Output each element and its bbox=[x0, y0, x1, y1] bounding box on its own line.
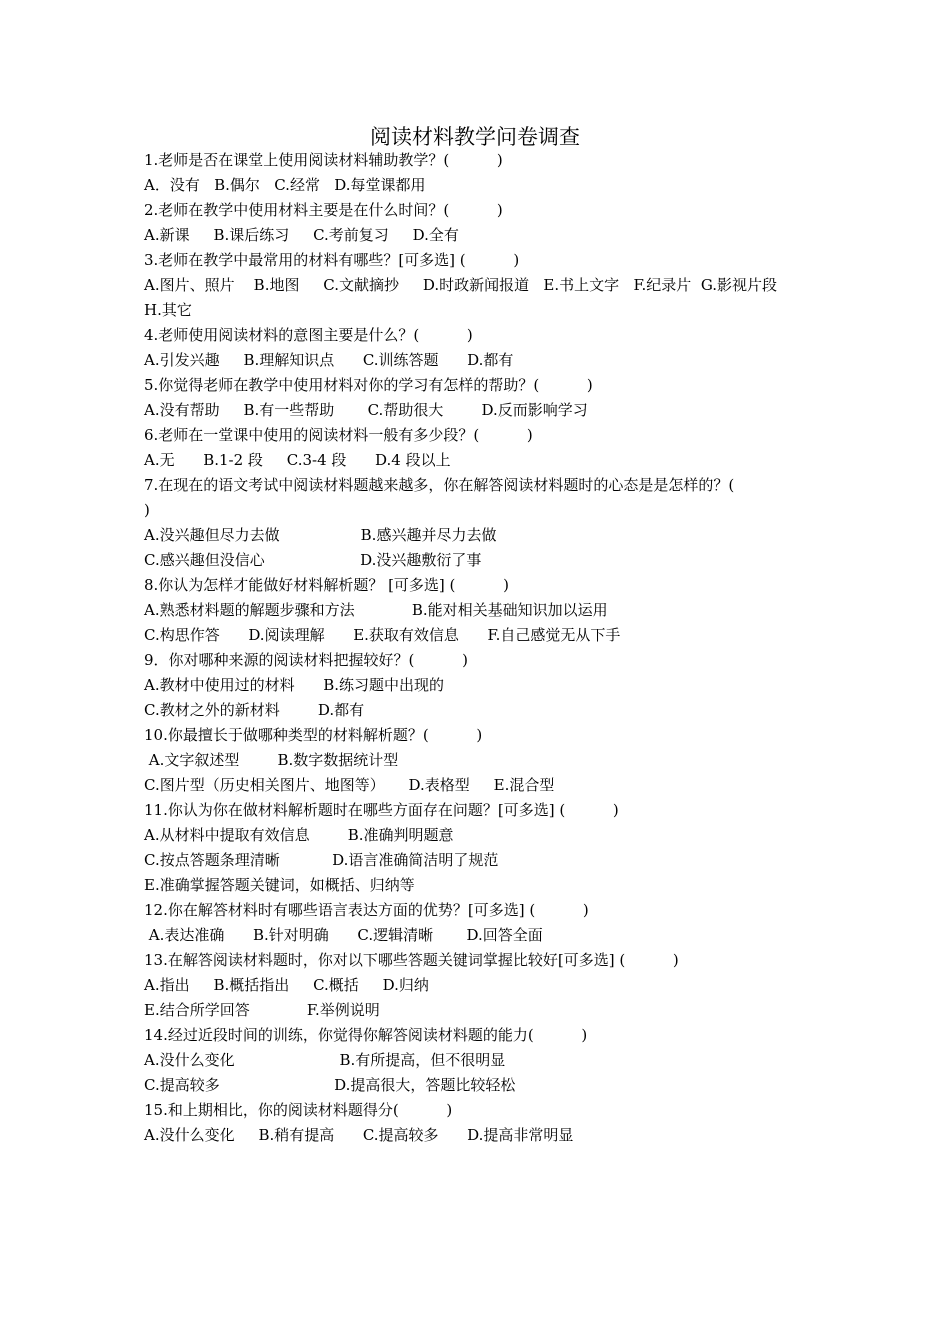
text-line: A.引发兴趣 B.理解知识点 C.训练答题 D.都有 bbox=[144, 351, 514, 369]
text-line: 6.老师在一堂课中使用的阅读材料一般有多少段？( ) bbox=[144, 426, 533, 444]
text-line: 9．你对哪种来源的阅读材料把握较好？( ) bbox=[144, 651, 468, 669]
text-line: 7.在现在的语文考试中阅读材料题越来越多，你在解答阅读材料题时的心态是是怎样的？( bbox=[144, 476, 735, 494]
text-line: A.没什么变化 B.稍有提高 C.提高较多 D.提高非常明显 bbox=[144, 1126, 574, 1144]
text-line: A.没什么变化 B.有所提高，但不很明显 bbox=[144, 1051, 506, 1069]
text-line: C.构思作答 D.阅读理解 E.获取有效信息 F.自己感觉无从下手 bbox=[144, 626, 621, 644]
text-line: 12.你在解答材料时有哪些语言表达方面的优势？[可多选] ( ) bbox=[144, 901, 589, 919]
text-line: E.结合所学回答 F.举例说明 bbox=[144, 1001, 380, 1019]
question-list bbox=[144, 148, 824, 1148]
text-line: 2.老师在教学中使用材料主要是在什么时间？( ) bbox=[144, 201, 503, 219]
text-line: A.没有帮助 B.有一些帮助 C.帮助很大 D.反而影响学习 bbox=[144, 401, 588, 419]
text-line: 5.你觉得老师在教学中使用材料对你的学习有怎样的帮助？( ) bbox=[144, 376, 593, 394]
text-line: 8.你认为怎样才能做好材料解析题？ [可多选] ( ) bbox=[144, 576, 509, 594]
text-line: A.没兴趣但尽力去做 B.感兴趣并尽力去做 bbox=[144, 526, 497, 544]
text-line: ) bbox=[144, 501, 150, 519]
text-line: A.教材中使用过的材料 B.练习题中出现的 bbox=[144, 676, 445, 694]
text-line: A.指出 B.概括指出 C.概括 D.归纳 bbox=[144, 976, 429, 994]
text-line: 4.老师使用阅读材料的意图主要是什么？( ) bbox=[144, 326, 473, 344]
text-line: C.图片型（历史相关图片、地图等） D.表格型 E.混合型 bbox=[144, 776, 555, 794]
text-line: C.按点答题条理清晰 D.语言准确简洁明了规范 bbox=[144, 851, 499, 869]
text-line: A.无 B.1-2 段 C.3-4 段 D.4 段以上 bbox=[144, 451, 451, 469]
text-line: C.教材之外的新材料 D.都有 bbox=[144, 701, 365, 719]
document-title: 阅读材料教学问卷调查 bbox=[370, 125, 580, 149]
text-line: A.新课 B.课后练习 C.考前复习 D.全有 bbox=[144, 226, 459, 244]
text-line: C.提高较多 D.提高很大，答题比较轻松 bbox=[144, 1076, 516, 1094]
text-line: 15.和上期相比，你的阅读材料题得分( ) bbox=[144, 1101, 453, 1119]
text-line: A.从材料中提取有效信息 B.准确判明题意 bbox=[144, 826, 454, 844]
text-line: 10.你最擅长于做哪种类型的材料解析题？( ) bbox=[144, 726, 483, 744]
text-line: A.图片、照片 B.地图 C.文献摘抄 D.时政新闻报道 E.书上文字 F.纪录片 G.影视片段 bbox=[144, 276, 778, 294]
text-line: 1.老师是否在课堂上使用阅读材料辅助教学？( ) bbox=[144, 151, 503, 169]
text-line: A.熟悉材料题的解题步骤和方法 B.能对相关基础知识加以运用 bbox=[144, 601, 608, 619]
text-line: A．没有 B.偶尔 C.经常 D.每堂课都用 bbox=[144, 176, 426, 194]
text-line: A.表达准确 B.针对明确 C.逻辑清晰 D.回答全面 bbox=[144, 926, 543, 944]
text-line: A.文字叙述型 B.数字数据统计型 bbox=[144, 751, 399, 769]
text-line: 13.在解答阅读材料题时，你对以下哪些答题关键词掌握比较好[可多选] ( ) bbox=[144, 951, 679, 969]
text-line: 14.经过近段时间的训练，你觉得你解答阅读材料题的能力( ) bbox=[144, 1026, 588, 1044]
text-line: E.准确掌握答题关键词，如概括、归纳等 bbox=[144, 876, 415, 894]
text-line: C.感兴趣但没信心 D.没兴趣敷衍了事 bbox=[144, 551, 482, 569]
text-line: 11.你认为你在做材料解析题时在哪些方面存在问题？[可多选] ( ) bbox=[144, 801, 619, 819]
text-line: H.其它 bbox=[144, 301, 192, 319]
text-line: 3.老师在教学中最常用的材料有哪些？[可多选] ( ) bbox=[144, 251, 520, 269]
